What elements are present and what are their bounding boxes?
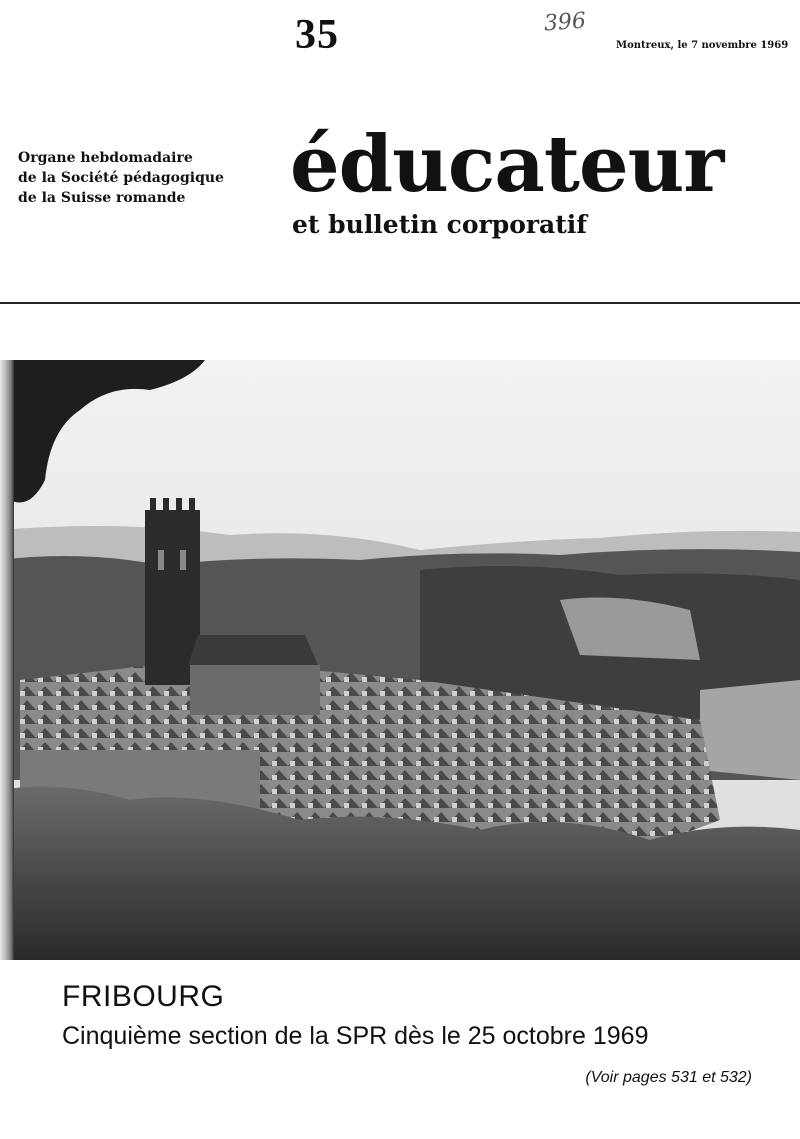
- caption-title: FRIBOURG: [62, 980, 225, 1013]
- tagline: [18, 148, 224, 208]
- handwritten-note: 396: [543, 8, 587, 37]
- masthead-title: éducateur: [290, 119, 724, 210]
- tagline-line: Organe hebdomadaire: [18, 150, 193, 166]
- header-divider: [0, 302, 800, 304]
- dateline: Montreux, le 7 novembre 1969: [616, 40, 789, 51]
- cover-photo: [0, 360, 800, 960]
- caption-subtitle: Cinquième section de la SPR dès le 25 octobre 1969: [62, 1022, 649, 1050]
- masthead-subtitle: et bulletin corporatif: [292, 210, 588, 239]
- caption-page-reference: (Voir pages 531 et 532): [585, 1069, 752, 1086]
- binding-edge: [0, 360, 14, 960]
- tagline-line: de la Société pédagogique: [18, 170, 224, 186]
- field: [700, 680, 800, 780]
- issue-number: 35: [295, 12, 339, 58]
- tagline-line: de la Suisse romande: [18, 190, 186, 206]
